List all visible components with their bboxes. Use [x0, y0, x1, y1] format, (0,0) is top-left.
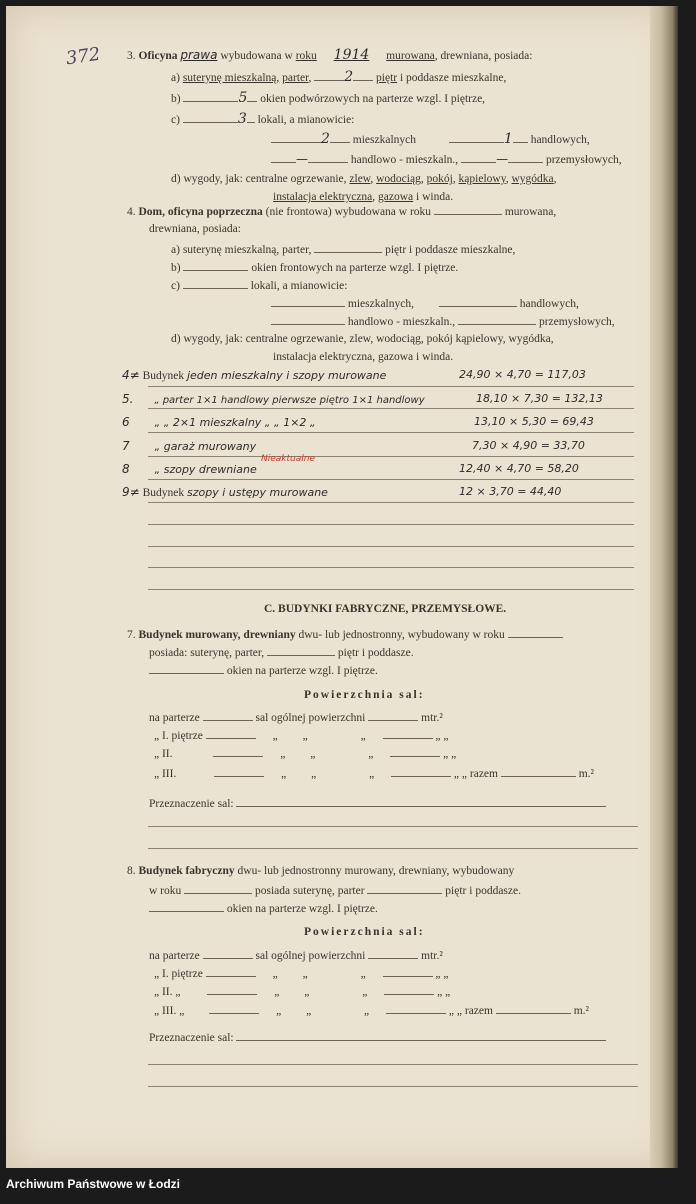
entry-row: 4≠ Budynek jeden mieszkalny i szopy murowane [122, 368, 387, 382]
s7-line3: okien na parterze wzgl. I piętrze. [149, 663, 378, 678]
s4-lokale2: handlowo - mieszkaln., przemysłowych, [271, 314, 615, 329]
s4-a: a) suterynę mieszkalną, parter, piętr i poddasze mieszkalne, [171, 244, 516, 256]
s4-line1: 4. Dom, oficyna poprzeczna (nie frontowa) wybudowana w roku murowana, [127, 206, 557, 218]
entry-calc: 24,90 × 4,70 = 117,03 [459, 368, 586, 381]
s4-b: b) okien frontowych na parterze wzgl. I piętrze. [171, 262, 459, 274]
s4-c: c) lokali, a mianowicie: [171, 280, 348, 292]
s7-row-p1: „ I. piętrze „ „ „ „ „ [154, 730, 449, 742]
s7-pow-heading: Powierzchnia sal: [304, 689, 425, 701]
s8-row-p2: „ II. „ „ „ „ „ „ [154, 986, 451, 998]
archive-pencil-note: 372 [64, 43, 102, 70]
red-annotation: Nieaktualne [261, 454, 315, 464]
s8-pow-heading: Powierzchnia sal: [304, 926, 425, 938]
s3-lokale2: — handlowo - mieszkaln., — przemysłowych, [271, 152, 622, 167]
s8-row-parter: na parterze sal ogólnej powierzchni mtr.² [149, 950, 443, 962]
entry-row: 8 „ szopy drewniane [122, 462, 257, 476]
s3-d: d) wygody, jak: centralne ogrzewanie, zlew, wodociąg, pokój, kąpielowy, wygódka, [171, 173, 557, 185]
s4-lokale1: mieszkalnych, handlowych, [271, 296, 579, 311]
s4-d2: instalacja elektryczna, gazowa i winda. [273, 351, 454, 363]
s7-line2: posiada: suterynę, parter, piętr i poddasze. [149, 647, 414, 659]
archive-footer-label: Archiwum Państwowe w Łodzi [6, 1177, 181, 1191]
s3-a: a) suterynę mieszkalną, parter, 2 piętr i poddasze mieszkalne, [171, 69, 507, 85]
s8-line2: w roku posiada suterynę, parter piętr i poddasze. [149, 885, 521, 897]
s8-line3: okien na parterze wzgl. I piętrze. [149, 901, 378, 916]
entry-calc: 12,40 × 4,70 = 58,20 [459, 462, 579, 475]
document-page [6, 6, 678, 1168]
s7-line1: 7. Budynek murowany, drewniany dwu- lub jednostronny, wybudowany w roku [127, 627, 563, 642]
entry-calc: 12 × 3,70 = 44,40 [459, 485, 562, 498]
s8-row-p3: „ III. „ „ „ „ „ „ razem m.² [154, 1005, 589, 1017]
entry-row: 5. „ parter 1×1 handlowy pierwsze piętro 1×1 handlowy [122, 392, 425, 406]
entry-calc: 13,10 × 5,30 = 69,43 [474, 415, 594, 428]
s3-c: c) 3 lokali, a mianowicie: [171, 111, 355, 127]
entry-row: 7 „ garaż murowany [122, 439, 257, 453]
s8-line1: 8. Budynek fabryczny dwu- lub jednostronny murowany, drewniany, wybudowany [127, 865, 515, 877]
s7-przezn: Przeznaczenie sal: [149, 796, 606, 811]
s3-d2: instalacja elektryczna, gazowa i winda. [273, 191, 454, 203]
entry-row: 9≠ Budynek szopy i ustępy murowane [122, 485, 328, 499]
s3-lokale1: 2 mieszkalnych 1 handlowych, [271, 132, 590, 147]
s3-b: b) 5 okien podwórzowych na parterze wzgl. I piętrze, [171, 90, 486, 106]
s7-row-parter: na parterze sal ogólnej powierzchni mtr.² [149, 712, 443, 724]
binding-edge [650, 6, 678, 1168]
s3-line1: 3. Oficyna prawa wybudowana w roku 1914 murowana, drewniana, posiada: [127, 47, 533, 63]
entry-calc: 18,10 × 7,30 = 132,13 [476, 392, 603, 405]
s7-row-p3: „ III. „ „ „ „ „ razem m.² [154, 768, 595, 780]
entry-row: 6 „ „ 2×1 mieszkalny „ „ 1×2 „ [122, 415, 316, 429]
s7-row-p2: „ II. „ „ „ „ „ [154, 748, 457, 760]
s8-przezn: Przeznaczenie sal: [149, 1030, 606, 1045]
section-c-heading: C. BUDYNKI FABRYCZNE, PRZEMYSŁOWE. [264, 603, 507, 615]
entry-calc: 7,30 × 4,90 = 33,70 [472, 439, 585, 452]
s8-row-p1: „ I. piętrze „ „ „ „ „ [154, 968, 449, 980]
s4-d: d) wygody, jak: centralne ogrzewanie, zlew, wodociąg, pokój kąpielowy, wygódka, [171, 333, 554, 345]
archive-footer [0, 1168, 696, 1204]
s4-line2: drewniana, posiada: [149, 223, 241, 235]
